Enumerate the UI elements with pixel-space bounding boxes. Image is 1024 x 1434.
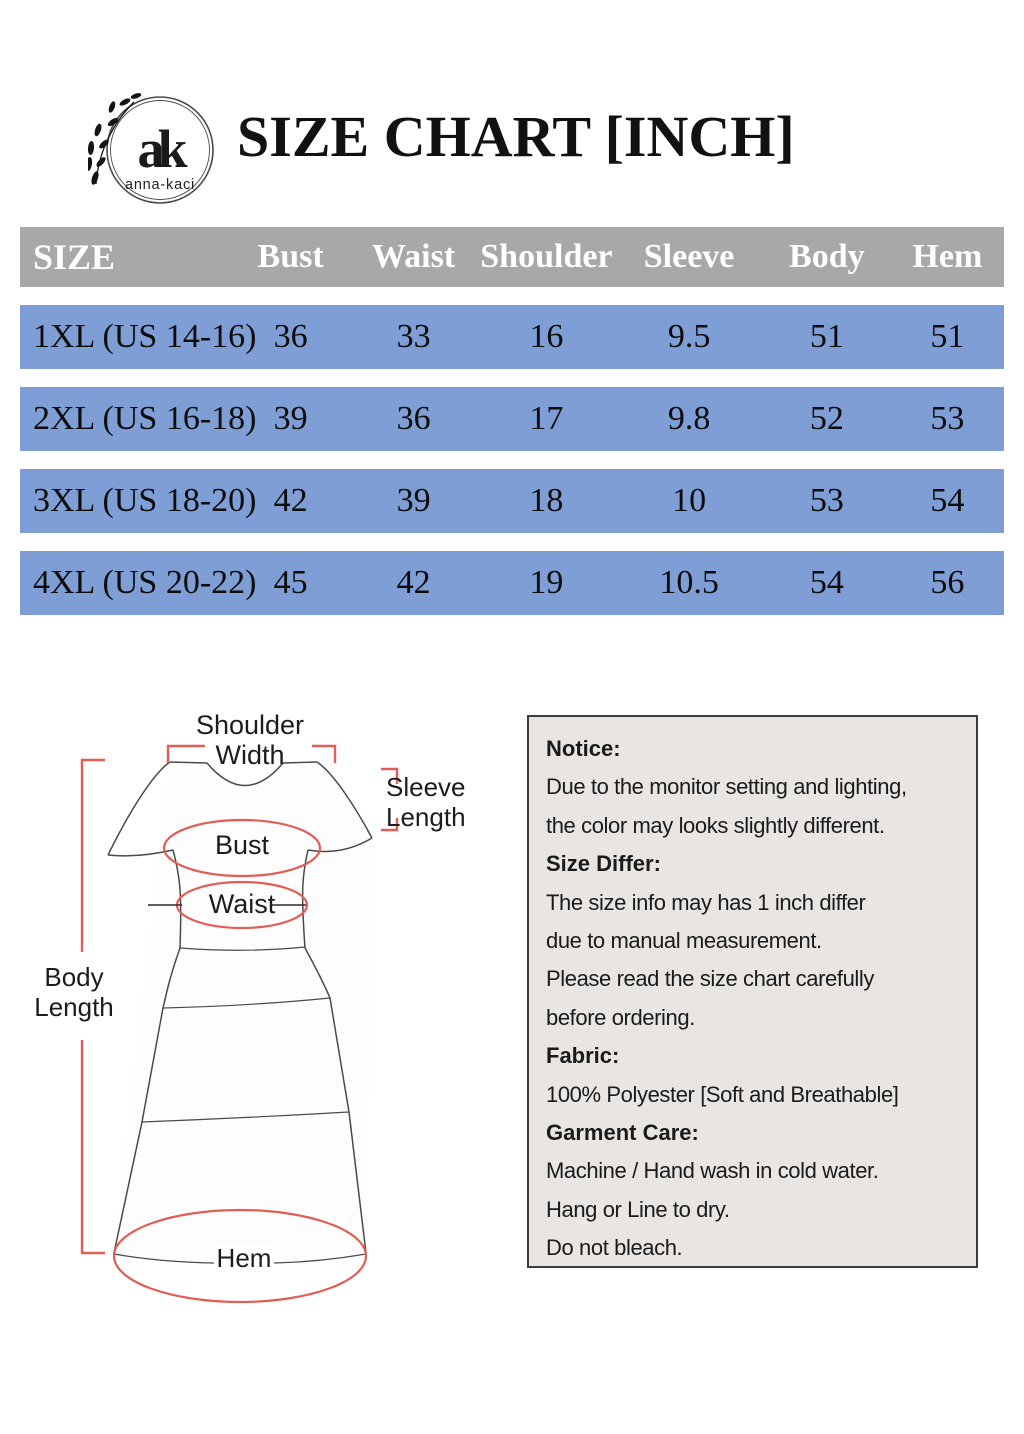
- column-header-bust: Bust: [257, 238, 324, 275]
- logo-monogram: ak: [137, 119, 181, 179]
- waist-value: 36: [396, 400, 431, 437]
- hem-value: 56: [930, 564, 965, 601]
- bust-value: 42: [273, 482, 308, 519]
- body-value: 53: [809, 482, 844, 519]
- size-table-header-row: [20, 227, 1004, 287]
- bust-value: 39: [273, 400, 308, 437]
- logo-name: anna-kaci: [124, 177, 196, 193]
- shoulder-value: 17: [529, 400, 564, 437]
- notice-text: due to manual measurement.: [546, 928, 822, 954]
- notice-text: 100% Polyester [Soft and Breathable]: [546, 1081, 899, 1107]
- hem-value: 53: [930, 400, 965, 437]
- table-row: [20, 305, 1004, 369]
- table-row: [20, 469, 1004, 533]
- notice-text: the color may looks slightly different.: [546, 812, 885, 838]
- size-label: 2XL (US 16-18): [33, 400, 257, 437]
- hem-label: Hem: [214, 1243, 274, 1273]
- notice-heading: Notice:: [546, 736, 621, 761]
- column-header-size: SIZE: [33, 237, 116, 277]
- sleeve-value: 9.5: [667, 318, 711, 355]
- notice-text: The size info may has 1 inch differ: [546, 889, 866, 915]
- shoulder-width-label: Shoulder Width: [195, 710, 305, 770]
- column-header-shoulder: Shoulder: [480, 238, 613, 275]
- shoulder-value: 19: [529, 564, 564, 601]
- notice-text: Due to the monitor setting and lighting,: [546, 774, 907, 800]
- waist-label: Waist: [208, 889, 276, 919]
- notice-text: Machine / Hand wash in cold water.: [546, 1158, 879, 1184]
- shoulder-value: 18: [529, 482, 564, 519]
- brand-logo: [88, 90, 228, 220]
- waist-value: 39: [396, 482, 431, 519]
- fabric-heading: Fabric:: [546, 1043, 620, 1069]
- measurement-diagram: [30, 690, 510, 1335]
- hem-value: 54: [930, 482, 965, 519]
- body-length-label: Body Length: [34, 962, 114, 1022]
- notice-text: before ordering.: [546, 1004, 695, 1030]
- bust-label: Bust: [214, 830, 270, 860]
- size-table: [20, 227, 1004, 615]
- sleeve-value: 10: [672, 482, 707, 519]
- column-header-waist: Waist: [372, 238, 456, 275]
- body-value: 51: [809, 318, 844, 355]
- column-header-hem: Hem: [912, 238, 983, 275]
- shoulder-value: 16: [529, 318, 564, 355]
- column-header-body: Body: [789, 238, 865, 275]
- notice-text: Hang or Line to dry.: [546, 1196, 730, 1222]
- waist-value: 42: [396, 564, 431, 601]
- table-row: [20, 387, 1004, 451]
- bust-value: 45: [273, 564, 308, 601]
- size-label: 4XL (US 20-22): [33, 564, 257, 601]
- size-differ-heading: Size Differ:: [546, 851, 661, 877]
- brand-logo-icon: [88, 90, 228, 220]
- sleeve-length-label: Sleeve Length: [386, 772, 466, 832]
- sleeve-value: 10.5: [659, 564, 719, 601]
- size-label: 1XL (US 14-16): [33, 318, 257, 355]
- page-title: SIZE CHART [INCH]: [237, 104, 795, 169]
- garment-care-heading: Garment Care:: [546, 1120, 699, 1146]
- table-row: [20, 551, 1004, 615]
- notice-text: Please read the size chart carefully: [546, 966, 874, 992]
- waist-value: 33: [396, 318, 431, 355]
- body-value: 52: [809, 400, 844, 437]
- notice-text: Do not bleach.: [546, 1235, 683, 1261]
- bust-value: 36: [273, 318, 308, 355]
- sleeve-value: 9.8: [667, 400, 711, 437]
- body-value: 54: [809, 564, 844, 601]
- size-label: 3XL (US 18-20): [33, 482, 257, 519]
- notice-box: [527, 715, 978, 1268]
- column-header-sleeve: Sleeve: [643, 238, 735, 275]
- hem-value: 51: [930, 318, 965, 355]
